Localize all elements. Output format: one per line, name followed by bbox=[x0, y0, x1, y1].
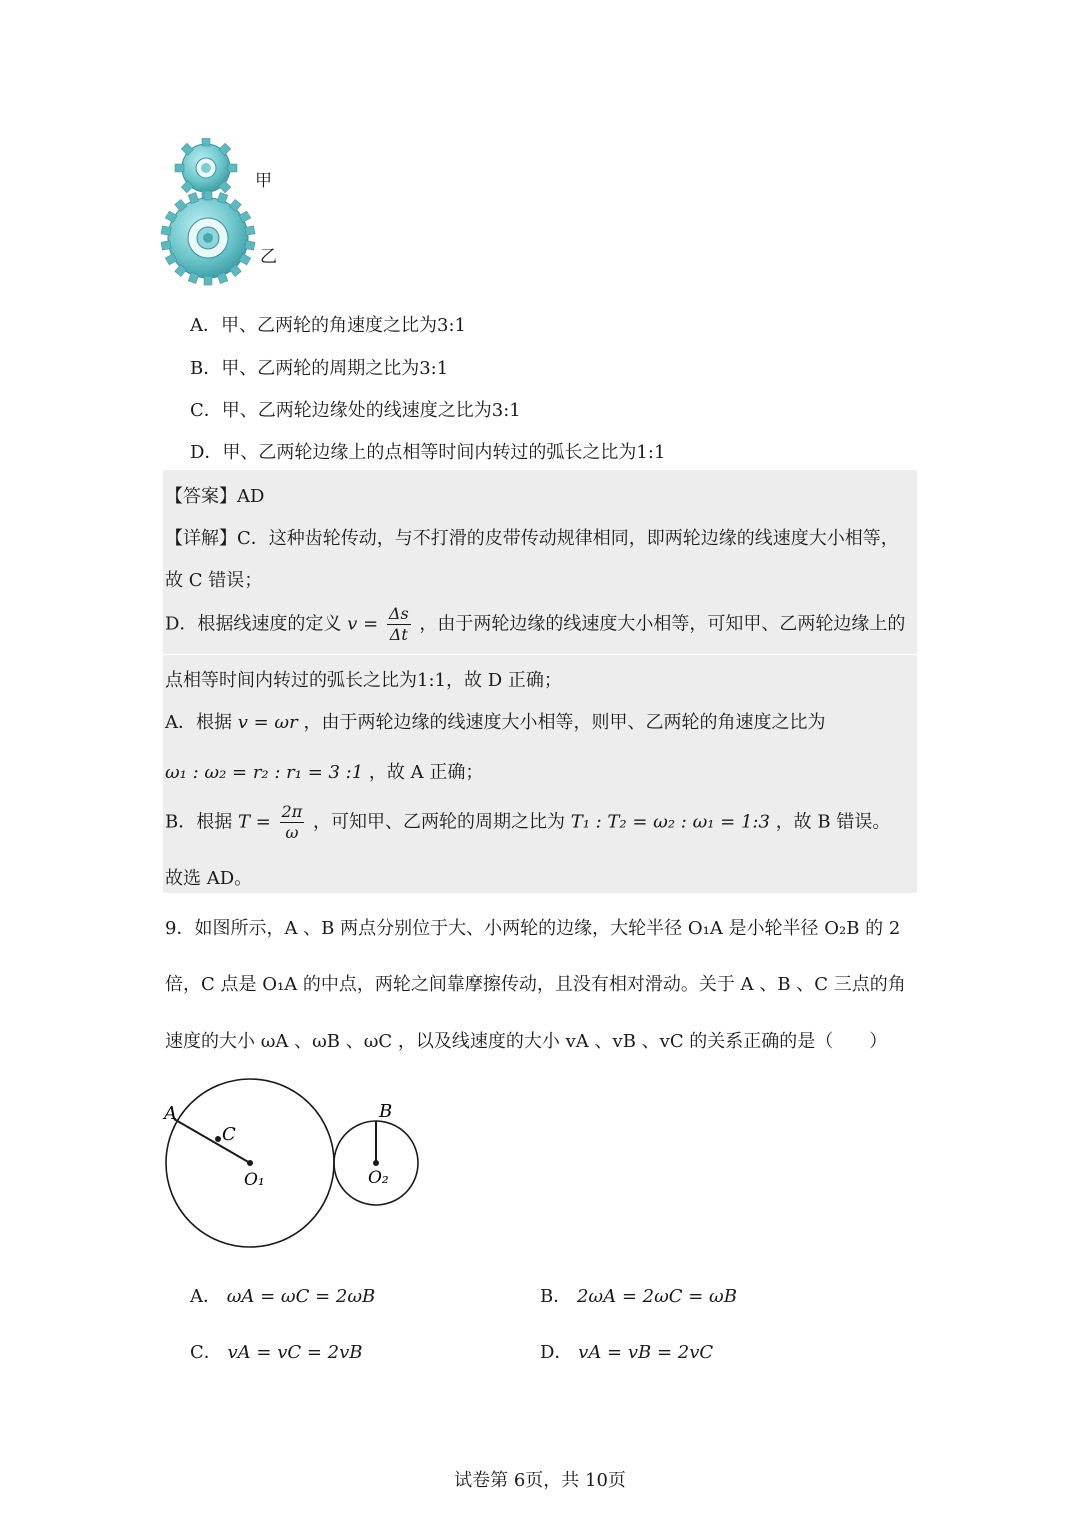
detail-line-7-prefix: B．根据 bbox=[165, 811, 233, 833]
q9-option-d-label: D． bbox=[540, 1342, 573, 1363]
label-c: C bbox=[222, 1124, 236, 1145]
period-ratio-formula: T₁ : T₂ = ω₂ : ω₁ = 1:3 bbox=[570, 811, 770, 833]
q9-option-a bbox=[190, 1282, 375, 1308]
q9-option-c bbox=[190, 1338, 363, 1364]
period-numerator: 2π bbox=[281, 802, 303, 821]
divider bbox=[163, 654, 917, 655]
q8-option-a: A．甲、乙两轮的角速度之比为3:1 bbox=[190, 315, 466, 336]
detail-line-7 bbox=[165, 802, 890, 843]
omega-ratio-formula: ω₁ : ω₂ = r₂ : r₁ = 3 :1 bbox=[165, 762, 364, 783]
velocity-denominator: Δt bbox=[389, 625, 408, 644]
q9-option-c-formula: vA = vC = 2vB bbox=[227, 1342, 363, 1363]
q9-option-b bbox=[540, 1282, 737, 1308]
detail-line-3-prefix: D．根据线速度的定义 bbox=[165, 613, 342, 635]
page-footer: 试卷第 6页，共 10页 bbox=[454, 1470, 626, 1491]
large-gear bbox=[161, 191, 255, 285]
wheels-diagram bbox=[160, 1075, 430, 1255]
detail-line-5-suffix: ，由于两轮边缘的线速度大小相等，则甲、乙两轮的角速度之比为 bbox=[303, 712, 826, 733]
q8-option-b: B．甲、乙两轮的周期之比为3:1 bbox=[190, 358, 449, 379]
small-gear bbox=[175, 138, 237, 199]
label-a: A bbox=[164, 1103, 177, 1124]
detail-line-6-suffix: ，故 A 正确； bbox=[368, 762, 484, 783]
point-c bbox=[215, 1136, 221, 1142]
detail-line-8: 故选 AD。 bbox=[165, 868, 253, 889]
q9-option-d bbox=[540, 1338, 713, 1364]
q9-line-2: 倍，C 点是 O₁A 的中点，两轮之间靠摩擦传动，且没有相对滑动。关于 A 、B 、C 三点的角 bbox=[165, 974, 906, 995]
q9-option-b-formula: 2ωA = 2ωC = ωB bbox=[576, 1286, 737, 1307]
v-omega-r-formula: v = ωr bbox=[237, 712, 298, 733]
q8-option-c: C．甲、乙两轮边缘处的线速度之比为3:1 bbox=[190, 400, 521, 421]
q9-option-d-formula: vA = vB = 2vC bbox=[578, 1342, 714, 1363]
point-o2 bbox=[373, 1160, 379, 1166]
velocity-fraction bbox=[387, 604, 411, 645]
q9-option-a-formula: ωA = ωC = 2ωB bbox=[226, 1286, 376, 1307]
detail-line-2: 故 C 错误； bbox=[165, 570, 263, 591]
period-fraction bbox=[280, 802, 305, 843]
detail-line-5-prefix: A．根据 bbox=[165, 712, 232, 733]
label-o2: O₂ bbox=[368, 1168, 389, 1188]
q9-option-b-label: B． bbox=[540, 1286, 572, 1307]
answer-text: 【答案】AD bbox=[165, 486, 265, 507]
gear-label-jia: 甲 bbox=[255, 171, 272, 191]
period-lhs: T = bbox=[237, 811, 271, 833]
label-b: B bbox=[379, 1101, 393, 1122]
detail-line-1: 【详解】C．这种齿轮传动，与不打滑的皮带传动规律相同，即两轮边缘的线速度大小相等， bbox=[165, 528, 899, 549]
q8-option-d: D．甲、乙两轮边缘上的点相等时间内转过的弧长之比为1:1 bbox=[190, 442, 666, 463]
q9-line-1: 9．如图所示，A 、B 两点分别位于大、小两轮的边缘，大轮半径 O₁A 是小轮半径 O₂B 的 2 bbox=[165, 918, 901, 939]
detail-line-6 bbox=[165, 758, 483, 784]
detail-line-4: 点相等时间内转过的弧长之比为1:1，故 D 正确； bbox=[165, 670, 562, 691]
velocity-numerator: Δs bbox=[388, 604, 409, 623]
label-o1: O₁ bbox=[244, 1170, 265, 1190]
detail-line-7-mid: ，可知甲、乙两轮的周期之比为 bbox=[312, 811, 565, 833]
detail-line-5 bbox=[165, 708, 825, 734]
q9-option-a-label: A． bbox=[190, 1286, 221, 1307]
radius-o1a bbox=[174, 1119, 250, 1163]
period-denominator: ω bbox=[285, 823, 299, 842]
velocity-lhs: v = bbox=[347, 613, 379, 635]
detail-line-3 bbox=[165, 604, 905, 645]
q9-option-c-label: C． bbox=[190, 1342, 222, 1363]
gear-label-yi: 乙 bbox=[260, 247, 277, 267]
detail-line-3-suffix: ，由于两轮边缘的线速度大小相等，可知甲、乙两轮边缘上的 bbox=[419, 613, 906, 635]
q9-line-3: 速度的大小 ωA 、ωB 、ωC ，以及线速度的大小 vA 、vB 、vC 的关系正确的是（ ） bbox=[165, 1031, 888, 1052]
detail-line-7-suffix: ，故 B 错误。 bbox=[775, 811, 891, 833]
point-o1 bbox=[247, 1160, 253, 1166]
